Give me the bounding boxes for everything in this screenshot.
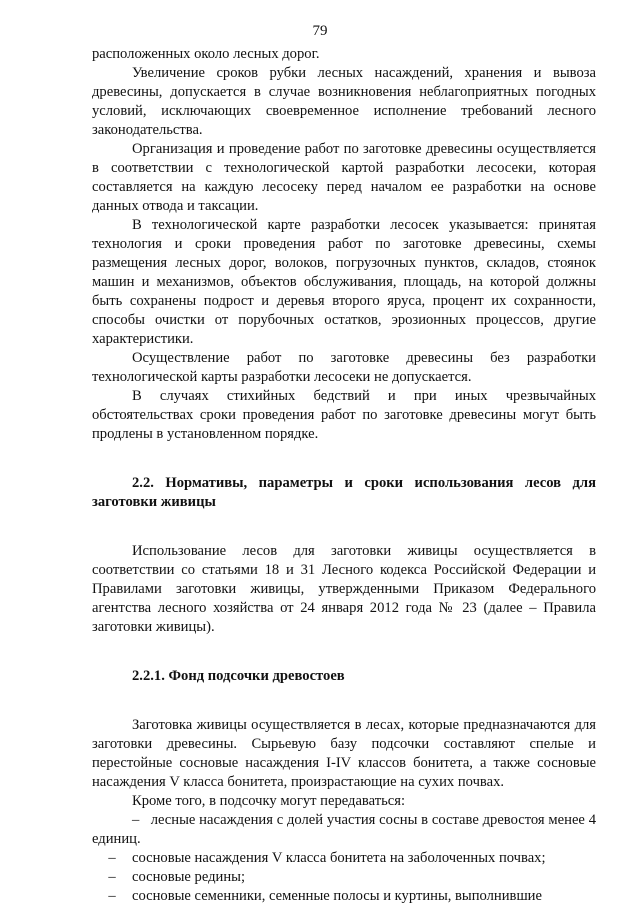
paragraph: Кроме того, в подсочку могут передаваться: (132, 793, 406, 809)
dash-item-text: лесные насаждения с долей участия сосны в составе древостоя менее 4 единиц. (92, 812, 596, 847)
dash-item-text: сосновые редины; (132, 869, 246, 885)
dash-marker: – (108, 869, 116, 885)
paragraph: Заготовка живицы осуществляется в лесах, которые предназначаются для заготовки древесины. Сырьевую базу подсочки составляют спелые и перестойные сосновые насаждения I-IV классов бонитета, а также сосновые насаждения V класса бонитета, произрастающие на сухих почвах. (92, 717, 596, 790)
paragraph: В технологической карте разработки лесосек указывается: принятая технология и сроки проведения работ по заготовке древесины, схемы размещения лесных дорог, волоков, погрузочных пунктов, складов, стоянок машин и механизмов, объектов обслуживания, площадь, на которой должны быть сохранены подрост и деревья второго яруса, процент их сохранности, способы очистки от порубочных остатков, эрозионных процессов, другие характеристики. (92, 217, 596, 347)
dash-marker: – (108, 888, 116, 904)
section-heading: 2.2. Нормативы, параметры и сроки использования лесов для заготовки живицы (92, 475, 596, 510)
dash-item-text: сосновые насаждения V класса бонитета на заболоченных почвах; (132, 850, 546, 866)
dash-marker: – (132, 812, 140, 828)
paragraph: В случаях стихийных бедствий и при иных чрезвычайных обстоятельствах сроки проведения работ по заготовке древесины могут быть продлены в установленном порядке. (92, 388, 596, 442)
paragraph: расположенных около лесных дорог. (92, 46, 320, 62)
dash-list-item (92, 887, 596, 906)
page-body (92, 45, 596, 906)
paragraph: Увеличение сроков рубки лесных насаждений, хранения и вывоза древесины, допускается в случае возникновения неблагоприятных погодных условий, исключающих своевременное исполнение требований лесного законодательства. (92, 65, 596, 138)
paragraph: Организация и проведение работ по заготовке древесины осуществляется в соответствии с технологической картой разработки лесосеки, которая составляется на каждую лесосеку перед началом ее разработки на основе данных отвода и таксации. (92, 141, 596, 214)
dash-list-item (92, 868, 596, 887)
paragraph: Использование лесов для заготовки живицы осуществляется в соответствии со статьями 18 и 31 Лесного кодекса Российской Федерации и Правилами заготовки живицы, утвержденными Приказом Федерального агентства лесного хозяйства от 24 января 2012 года № 23 (далее – Правила заготовки живицы). (92, 543, 596, 635)
dash-list-item (92, 811, 596, 849)
paragraph: Осуществление работ по заготовке древесины без разработки технологической карты разработки лесосеки не допускается. (92, 350, 596, 385)
dash-item-text: сосновые семенники, семенные полосы и куртины, выполнившие (132, 888, 542, 904)
dash-marker: – (108, 850, 116, 866)
dash-list-item (92, 849, 596, 868)
page-number: 79 (312, 23, 328, 39)
subsection-heading: 2.2.1. Фонд подсочки древостоев (132, 668, 345, 684)
